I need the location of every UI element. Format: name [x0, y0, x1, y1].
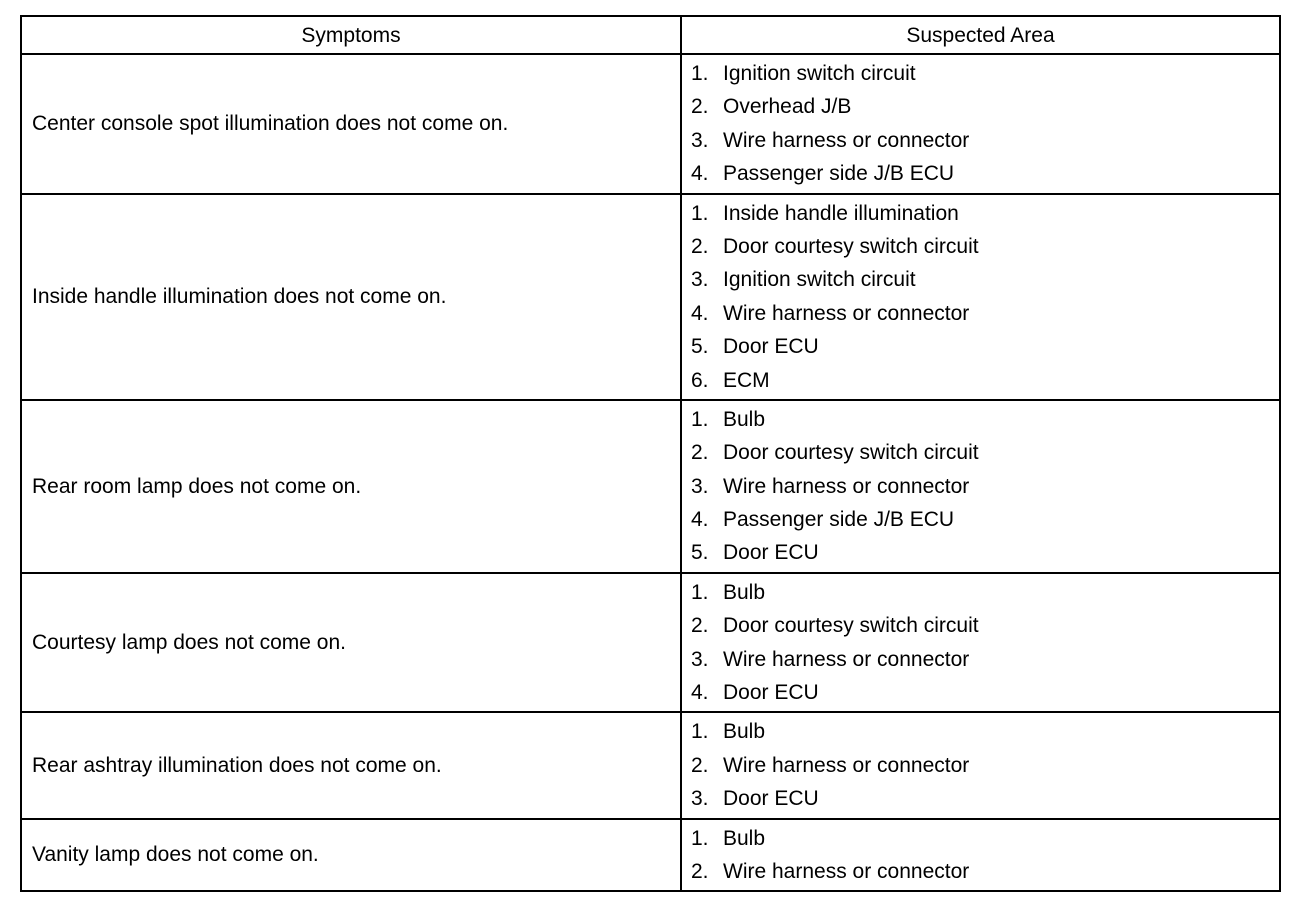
list-item [691, 643, 1279, 676]
item-text: Door ECU [723, 541, 819, 565]
list-item [691, 57, 1279, 90]
table-row [21, 819, 1280, 892]
list-item [691, 855, 1279, 888]
suspected-area-list [691, 57, 1279, 191]
header-suspected-area: Suspected Area [681, 16, 1280, 54]
list-item [691, 536, 1279, 569]
item-number: 3. [691, 474, 709, 498]
item-number: 1. [691, 407, 709, 431]
table-row [21, 54, 1280, 194]
item-text: ECM [723, 368, 770, 392]
suspected-area-list [691, 403, 1279, 570]
list-item [691, 749, 1279, 782]
troubleshooting-table-container [20, 15, 1279, 892]
item-number: 2. [691, 95, 709, 119]
symptom-cell: Rear room lamp does not come on. [21, 400, 681, 573]
suspected-area-cell [681, 712, 1280, 818]
list-item [691, 364, 1279, 397]
troubleshooting-table [20, 15, 1281, 892]
item-text: Wire harness or connector [723, 859, 970, 883]
header-symptoms: Symptoms [21, 16, 681, 54]
item-text: Door ECU [723, 787, 819, 811]
list-item [691, 90, 1279, 123]
item-number: 4. [691, 162, 709, 186]
item-number: 3. [691, 268, 709, 292]
list-item [691, 197, 1279, 230]
item-text: Wire harness or connector [723, 301, 970, 325]
list-item [691, 157, 1279, 190]
item-number: 1. [691, 201, 709, 225]
symptom-cell: Inside handle illumination does not come on. [21, 194, 681, 400]
item-number: 3. [691, 787, 709, 811]
item-number: 1. [691, 826, 709, 850]
item-number: 3. [691, 647, 709, 671]
item-text: Bulb [723, 720, 766, 744]
list-item [691, 782, 1279, 815]
suspected-area-cell [681, 194, 1280, 400]
item-text: Door courtesy switch circuit [723, 441, 979, 465]
item-text: Door ECU [723, 681, 819, 705]
item-text: Ignition switch circuit [723, 268, 916, 292]
item-text: Door courtesy switch circuit [723, 234, 979, 258]
item-text: Wire harness or connector [723, 128, 970, 152]
list-item [691, 330, 1279, 363]
list-item [691, 609, 1279, 642]
suspected-area-cell [681, 400, 1280, 573]
list-item [691, 470, 1279, 503]
item-number: 1. [691, 580, 709, 604]
item-text: Door ECU [723, 335, 819, 359]
item-text: Bulb [723, 826, 766, 850]
list-item [691, 822, 1279, 855]
table-body [21, 54, 1280, 891]
item-text: Door courtesy switch circuit [723, 614, 979, 638]
table-row [21, 573, 1280, 713]
list-item [691, 503, 1279, 536]
item-number: 4. [691, 681, 709, 705]
item-number: 2. [691, 753, 709, 777]
table-row [21, 400, 1280, 573]
list-item [691, 436, 1279, 469]
suspected-area-list [691, 715, 1279, 815]
suspected-area-list [691, 822, 1279, 889]
list-item [691, 576, 1279, 609]
item-text: Wire harness or connector [723, 474, 970, 498]
item-text: Overhead J/B [723, 95, 852, 119]
item-text: Ignition switch circuit [723, 62, 916, 85]
symptom-cell: Rear ashtray illumination does not come on. [21, 712, 681, 818]
item-number: 3. [691, 128, 709, 152]
item-text: Wire harness or connector [723, 647, 970, 671]
table-header-row [21, 16, 1280, 54]
item-number: 2. [691, 234, 709, 258]
list-item [691, 230, 1279, 263]
list-item [691, 676, 1279, 709]
suspected-area-cell [681, 573, 1280, 713]
item-number: 5. [691, 335, 709, 359]
symptom-cell: Courtesy lamp does not come on. [21, 573, 681, 713]
list-item [691, 715, 1279, 748]
list-item [691, 124, 1279, 157]
item-text: Wire harness or connector [723, 753, 970, 777]
list-item [691, 403, 1279, 436]
symptom-cell: Vanity lamp does not come on. [21, 819, 681, 892]
item-number: 2. [691, 614, 709, 638]
list-item [691, 263, 1279, 296]
item-text: Passenger side J/B ECU [723, 508, 955, 532]
item-text: Bulb [723, 580, 766, 604]
item-text: Passenger side J/B ECU [723, 162, 955, 186]
item-number: 2. [691, 441, 709, 465]
item-number: 4. [691, 301, 709, 325]
item-number: 4. [691, 508, 709, 532]
suspected-area-cell [681, 819, 1280, 892]
item-number: 2. [691, 859, 709, 883]
suspected-area-list [691, 576, 1279, 710]
item-number: 6. [691, 368, 709, 392]
list-item [691, 297, 1279, 330]
symptom-cell: Center console spot illumination does not come on. [21, 54, 681, 194]
table-row [21, 712, 1280, 818]
item-number: 1. [691, 720, 709, 744]
table-row [21, 194, 1280, 400]
suspected-area-cell [681, 54, 1280, 194]
item-text: Inside handle illumination [723, 201, 959, 225]
item-text: Bulb [723, 407, 766, 431]
item-number: 5. [691, 541, 709, 565]
item-number: 1. [691, 62, 709, 85]
suspected-area-list [691, 197, 1279, 397]
